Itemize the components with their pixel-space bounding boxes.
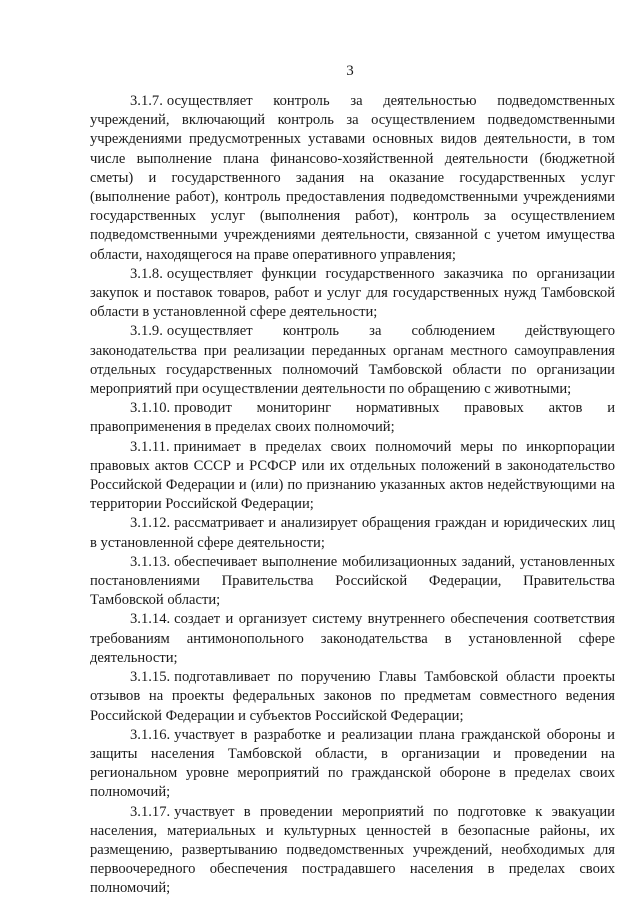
paragraph-text: создает и организует систему внутреннего обеспечения соответствия требованиям антимонопольного законодательства в установленной сфере деятельности; (90, 611, 615, 666)
paragraph-number: 3.1.12. (130, 515, 171, 532)
paragraph-text: рассматривает и анализирует обращения граждан и юридических лиц в установленной сфере деятельности; (90, 515, 615, 551)
paragraph-text: подготавливает по поручению Главы Тамбовской области проекты отзывов на проекты федеральных законов по предметам совместного ведения Российской Федерации и субъектов Российской Федерации; (90, 669, 615, 724)
paragraph-3-1-10 (90, 399, 615, 437)
paragraph-number: 3.1.13. (130, 553, 171, 570)
paragraph-number: 3.1.8. (130, 265, 163, 282)
paragraph-number: 3.1.16. (130, 726, 171, 743)
paragraph-number: 3.1.7. (130, 93, 163, 109)
paragraph-number: 3.1.10. (130, 400, 171, 417)
paragraph-3-1-13 (90, 553, 615, 611)
paragraph-number: 3.1.14. (130, 611, 171, 628)
paragraph-3-1-11 (90, 438, 615, 515)
paragraph-3-1-9 (90, 322, 615, 399)
paragraph-text: обеспечивает выполнение мобилизационных заданий, установленных постановлениями Правительства Российской Федерации, Правительства Тамбовской области; (90, 553, 615, 609)
paragraph-number: 3.1.9. (130, 323, 163, 340)
paragraph-3-1-12 (90, 514, 615, 552)
page-number: 3 (346, 63, 354, 79)
paragraph-3-1-16 (90, 726, 615, 803)
paragraph-3-1-8 (90, 265, 615, 323)
paragraph-number: 3.1.17. (130, 803, 171, 820)
paragraph-text: осуществляет функции государственного заказчика по организации закупок и поставок товаров, работ и услуг для государственных нужд Тамбовской области в установленной сфере деятельности; (90, 265, 615, 321)
paragraph-text: осуществляет контроль за деятельностью подведомственных учреждений, включающий контроль за осуществлением подведомственными учреждениями предусмотренных уставами основных видов деятельности, в том числе выполнение плана финансово-хозяйственной деятельности (бюджетной сметы) и государственного задания на оказание государственных услуг (выполнение работ), контроль предоставления подведомственными учреждениями государственных услуг (выполнения работ), контроль за осуществлением подведомственными учреждениями деятельности, связанной с учетом имущества области, находящегося на праве оперативного управления; (90, 93, 615, 263)
document-body (90, 92, 615, 899)
paragraph-text: проводит мониторинг нормативных правовых актов и правоприменения в пределах своих полномочий; (90, 400, 615, 436)
paragraph-number: 3.1.15. (130, 669, 171, 686)
paragraph-3-1-14 (90, 610, 615, 668)
paragraph-number: 3.1.11. (130, 438, 170, 455)
paragraph-text: принимает в пределах своих полномочий меры по инкорпорации правовых актов СССР и РСФСР или их отдельных положений в законодательство Российской Федерации и (или) по признанию указанных актов недействующими на территории Российской Федерации; (90, 438, 615, 513)
paragraph-3-1-17 (90, 803, 615, 899)
paragraph-text: участвует в проведении мероприятий по подготовке к эвакуации населения, материальных и культурных ценностей в безопасные районы, их размещению, развертыванию подведомственных учреждений, необходимых для первоочередного обеспечения пострадавшего населения в пределах своих полномочий; (90, 803, 615, 897)
paragraph-3-1-7 (90, 92, 615, 265)
paragraph-text: участвует в разработке и реализации плана гражданской обороны и защиты населения Тамбовской области, в организации и проведении на региональном уровне мероприятий по гражданской обороне в пределах своих полномочий; (90, 726, 615, 801)
paragraph-3-1-15 (90, 668, 615, 726)
paragraph-text: осуществляет контроль за соблюдением действующего законодательства при реализации переданных органам местного самоуправления отдельных государственных полномочий Тамбовской области по организации мероприятий при осуществлении деятельности по обращению с животными; (90, 323, 615, 398)
